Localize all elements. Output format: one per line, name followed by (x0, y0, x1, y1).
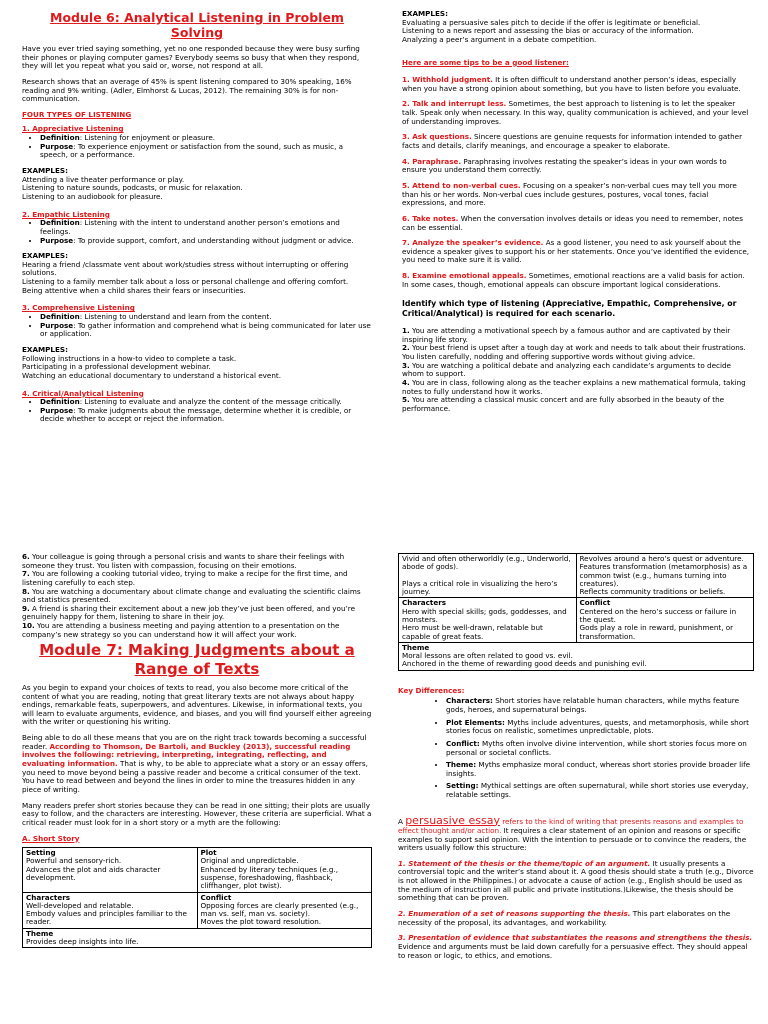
table-cell: Characters Hero with special skills; gods, goddesses, and monsters. Hero must be well-drawn, relatable but capable of great feats. (399, 598, 577, 642)
essay-structure-list (398, 860, 754, 960)
example-line: Participating in a professional development webinar. (22, 362, 211, 372)
type-empathic (22, 211, 372, 296)
type-appreciative (22, 125, 372, 201)
table-cell: Conflict Centered on the hero’s success or failure in the quest. Gods play a role in reward, punishment, or transformation. (576, 598, 754, 642)
type-title: 3. Comprehensive Listening (22, 303, 135, 313)
module6-title: Module 6: Analytical Listening in Problem Solving (50, 10, 344, 40)
identify-heading: Identify which type of listening (Appreciative, Empathic, Comprehensive, or Critical/Analytical) is required for each scenario. (402, 299, 737, 318)
tip-heading: 7. Analyze the speaker’s evidence. (402, 238, 544, 248)
tip-item: 6. Take notes. When the conversation involves details or ideas you need to remember, notes can be essential. (402, 213, 743, 232)
definition-item: • Definition: Listening to evaluate and analyze the content of the message critically. (40, 398, 372, 407)
table-row (399, 642, 754, 670)
key-difference-item: • Theme: Myths emphasize moral conduct, whereas short stories provide broader life insights. (446, 761, 754, 778)
table-cell: Theme Moral lessons are often related to good vs. evil. Anchored in the theme of rewarding good deeds and punishing evil. (399, 642, 754, 670)
scenario-item: 2. Your best friend is upset after a tough day at work and needs to talk about their frustrations. You listen carefully, nodding and offering supportive words without giving advice. (402, 343, 746, 361)
table-cell: Vivid and often otherworldly (e.g., Underworld, abode of gods). Plays a critical role in visualizing the hero’s journey. (399, 554, 577, 598)
tip-item: 3. Ask questions. Sincere questions are genuine requests for information intended to gather facts and details, clarify meanings, and encourage a speaker to elaborate. (402, 132, 743, 151)
short-story-table (22, 847, 372, 948)
examples-label: EXAMPLES: (402, 9, 448, 18)
structure-heading: 2. Enumeration of a set of reasons supporting the thesis. (398, 909, 631, 919)
key-difference-item: • Characters: Short stories have relatable human characters, while myths feature gods, heroes, and supernatural beings. (446, 697, 754, 714)
scenario-item: 6. Your colleague is going through a personal crisis and wants to share their feelings with someone they trust. You listen with compassion, focusing on their emotions. (22, 552, 345, 570)
persuasive-essay-paragraph: A persuasive essay refers to the kind of writing that presents reasons and examples to effect thought and/or action. It requires a clear statement of an opinion and reasons or specific examples to support said opinion. With the intention to persuade or to convince the readers, the writers usually follow this structure: (398, 813, 747, 853)
tip-item: 5. Attend to non-verbal cues. Focusing on a speaker’s non-verbal cues may tell you more than his or her words. Non-verbal cues include gestures, postures, vocal tones, facial expressions, and more. (402, 180, 737, 208)
module7-paragraph: Being able to do all these means that you are on the right track towards becoming a successful reader. According to Thomson, De Bartoli, and Buckley (2013), successful reading involves the following: retrieving, interpreting, integrating, reflecting, and evaluating information. That is why, to be able to appreciate what a story or an essay offers, you need to move beyond being a passive reader and become a critical consumer of the text. You have to read between and beyond the lines in order to mine the treasures hidden in any piece of writing. (22, 733, 368, 794)
tips-list (402, 76, 752, 289)
scenario-item: 7. You are following a cooking tutorial video, trying to make a recipe for the first time, and listening carefully to each step. (22, 569, 348, 587)
scenario-item: 5. You are attending a classical music concert and are fully absorbed in the beauty of the performance. (402, 395, 725, 413)
example-line: Attending a live theater performance or play. (22, 174, 185, 184)
table-row (399, 598, 754, 642)
tip-heading: 5. Attend to non-verbal cues. (402, 180, 521, 190)
tip-heading: 6. Take notes. (402, 213, 459, 223)
scenario-list (402, 327, 752, 413)
module7-column-left (22, 553, 372, 948)
example-line: Analyzing a peer’s argument in a debate competition. (402, 34, 597, 44)
table-cell: Conflict Opposing forces are clearly presented (e.g., man vs. self, man vs. society). Moves the plot toward resolution. (197, 892, 372, 928)
table-cell: Theme Provides deep insights into life. (23, 928, 372, 948)
example-line: Hearing a friend /classmate vent about work/studies stress without interrupting or offering solutions. (22, 259, 349, 278)
tip-heading: 8. Examine emotional appeals. (402, 271, 527, 281)
purpose-item: • Purpose: To provide support, comfort, and understanding without judgment or advice. (40, 237, 372, 246)
type-critical (22, 390, 372, 425)
tip-item: 7. Analyze the speaker’s evidence. As a good listener, you need to ask yourself about the evidence a speaker gives to support his or her statements. Once you’ve identified the evidence, you need to make sure it is valid. (402, 238, 750, 265)
table-row (23, 928, 372, 948)
key-difference-item: • Plot Elements: Myths include adventures, quests, and metamorphosis, while short stories focus on realistic, sometimes unpredictable, plots. (446, 719, 754, 736)
scenario-item: 9. A friend is sharing their excitement about a new job they’ve just been offered, and you’re genuinely happy for them, listening to share in their joy. (22, 603, 356, 622)
example-line: Listening to a family member talk about a loss or personal challenge and offering comfort. (22, 277, 349, 287)
example-line: Listening to an audiobook for pleasure. (22, 191, 163, 201)
types-heading: FOUR TYPES OF LISTENING (22, 109, 132, 119)
module7-column-right (398, 553, 754, 967)
table-cell: Characters Well-developed and relatable. Embody values and principles familiar to the reader. (23, 892, 198, 928)
scenario-item: 10. You are attending a business meeting and paying attention to a presentation on the company’s new strategy so you can understand how it will affect your work. (22, 621, 340, 639)
module6-column-left (22, 10, 372, 431)
scenario-item: 1. You are attending a motivational speech by a famous author and are captivated by their inspiring life story. (402, 326, 731, 344)
definition-item: • Definition: Listening for enjoyment or pleasure. (40, 134, 372, 143)
table-row (23, 892, 372, 928)
type-title: 1. Appreciative Listening (22, 124, 124, 134)
example-line: Evaluating a persuasive sales pitch to decide if the offer is legitimate or beneficial. (402, 17, 701, 27)
table-row (399, 554, 754, 598)
table-cell: Revolves around a hero’s quest or adventure. Features transformation (metamorphosis) as a common twist (e.g., humans turning into creatures). Reflects community traditions or beliefs. (576, 554, 754, 598)
research-paragraph: Research shows that an average of 45% is spent listening compared to 30% speaking, 16% reading and 9% writing. (Adler, Elmhorst & Lucas, 2012). The remaining 30% is for non-communication. (22, 76, 352, 104)
intro-paragraph: Have you ever tried saying something, yet no one responded because they were busy surfing their phones or playing computer games? Everybody seems so busy that when they respond, they will let you repeat what you said or, worse, not respond at all. (22, 44, 360, 71)
key-difference-item: • Conflict: Myths often involve divine intervention, while short stories focus more on personal or societal conflicts. (446, 740, 754, 757)
module7-title: Module 7: Making Judgments about a Range of Texts (39, 641, 355, 679)
definition-item: • Definition: Listening with the intent to understand another person’s emotions and feelings. (40, 219, 372, 236)
structure-item: 1. Statement of the thesis or the theme/topic of an argument. It usually presents a controversial topic and the writer’s stand about it. A good thesis should state a truth (e.g., Divorce is not allowed in the Philippines.) or advocate a cause of action (e.g., English should be used as the medium of instruction in all public and private institutions.)Likewise, the thesis should be something that can be proven. (398, 858, 754, 903)
myth-table (398, 553, 754, 671)
table-cell: Setting Powerful and sensory-rich. Advances the plot and aids character development. (23, 848, 198, 892)
structure-heading: 3. Presentation of evidence that substantiates the reasons and strengthens the thesis. (398, 933, 753, 943)
tip-heading: 2. Talk and interrupt less. (402, 99, 507, 109)
table-cell: Plot Original and unpredictable. Enhanced by literary techniques (e.g., suspense, foreshadowing, flashback, cliffhanger, plot twist). (197, 848, 372, 892)
short-story-heading: A. Short Story (22, 833, 80, 843)
scenario-item: 4. You are in class, following along as the teacher explains a new mathematical formula, taking notes to fully understand how it works. (402, 377, 746, 396)
scenario-list (22, 553, 372, 639)
key-difference-item: • Setting: Mythical settings are often supernatural, while short stories use everyday, relatable settings. (446, 782, 754, 799)
tip-heading: 1. Withhold judgment. (402, 75, 493, 85)
type-title: 4. Critical/Analytical Listening (22, 388, 144, 398)
structure-heading: 1. Statement of the thesis or the theme/topic of an argument. (398, 858, 651, 868)
tip-item: 1. Withhold judgment. It is often difficult to understand another person’s ideas, especially when you have a strong opinion about something, but you have to listen before you evaluate. (402, 75, 741, 93)
example-line: Following instructions in a how-to video to complete a task. (22, 353, 237, 363)
scenario-item: 8. You are watching a documentary about climate change and evaluating the scientific claims and statistics presented. (22, 586, 361, 605)
example-line: Listening to a news report and assessing the bias or accuracy of the information. (402, 26, 694, 36)
tip-heading: 3. Ask questions. (402, 132, 472, 142)
purpose-item: • Purpose: To gather information and comprehend what is being communicated for later use or application. (40, 322, 372, 339)
tip-item: 2. Talk and interrupt less. Sometimes, the best approach to listening is to let the speaker talk. Speak only when necessary. In this way, quality communication is achieved, and your level of understanding improves. (402, 99, 749, 126)
module6-column-right (402, 10, 752, 413)
examples-label: EXAMPLES: (22, 251, 68, 261)
type-comprehensive (22, 304, 372, 380)
purpose-item: • Purpose: To experience enjoyment or satisfaction from the sound, such as music, a speech, or a performance. (40, 143, 372, 160)
type-title: 2. Empathic Listening (22, 209, 110, 219)
table-row (23, 848, 372, 892)
module7-paragraph: Many readers prefer short stories because they can be read in one sitting; their plots are usually easy to follow, and the characters are interesting. However, these criteria are superficial. What a critical reader must look for in a short story or a myth are the following: (22, 800, 372, 827)
tip-heading: 4. Paraphrase. (402, 156, 462, 166)
examples-label: EXAMPLES: (22, 344, 68, 354)
example-line: Listening to nature sounds, podcasts, or music for relaxation. (22, 183, 243, 193)
example-line: Being attentive when a child shares their fears or insecurities. (22, 285, 246, 295)
examples-label: EXAMPLES: (22, 166, 68, 176)
structure-item: 3. Presentation of evidence that substantiates the reasons and strengthens the thesis. Evidence and arguments must be laid down carefully for a persuasive effect. They should appeal to reason or logic, to ethics, and emotions. (398, 933, 753, 960)
scenario-item: 3. You are watching a political debate and analyzing each candidate’s arguments to decide whom to support. (402, 360, 731, 379)
key-differences-heading: Key Differences: (398, 685, 465, 695)
structure-item: 2. Enumeration of a set of reasons supporting the thesis. This part elaborates on the necessity of the proposal, its advantages, and workability. (398, 909, 731, 927)
definition-item: • Definition: Listening to understand and learn from the content. (40, 313, 372, 322)
tip-item: 4. Paraphrase. Paraphrasing involves restating the speaker’s ideas in your own words to ensure you understand them correctly. (402, 156, 727, 175)
tip-item: 8. Examine emotional appeals. Sometimes, emotional reactions are a valid basis for action. In some cases, though, emotional appeals can obscure important logical considerations. (402, 271, 745, 289)
module7-paragraph: As you begin to expand your choices of texts to read, you also become more critical of the content of what you are reading, noting that great literary texts are not always about happy endings, remarkable feats, superpowers, and adventures. Likewise, in informational texts, you will learn to evaluate arguments, evidence, and biases, and you will find yourself either agreeing with the writer or questioning his writing. (22, 682, 372, 727)
key-differences-list (398, 697, 754, 799)
example-line: Watching an educational documentary to understand a historical event. (22, 370, 281, 380)
purpose-item: • Purpose: To make judgments about the message, determine whether it is credible, or decide whether to accept or reject the information. (40, 407, 372, 424)
tips-heading: Here are some tips to be a good listener: (402, 57, 569, 67)
